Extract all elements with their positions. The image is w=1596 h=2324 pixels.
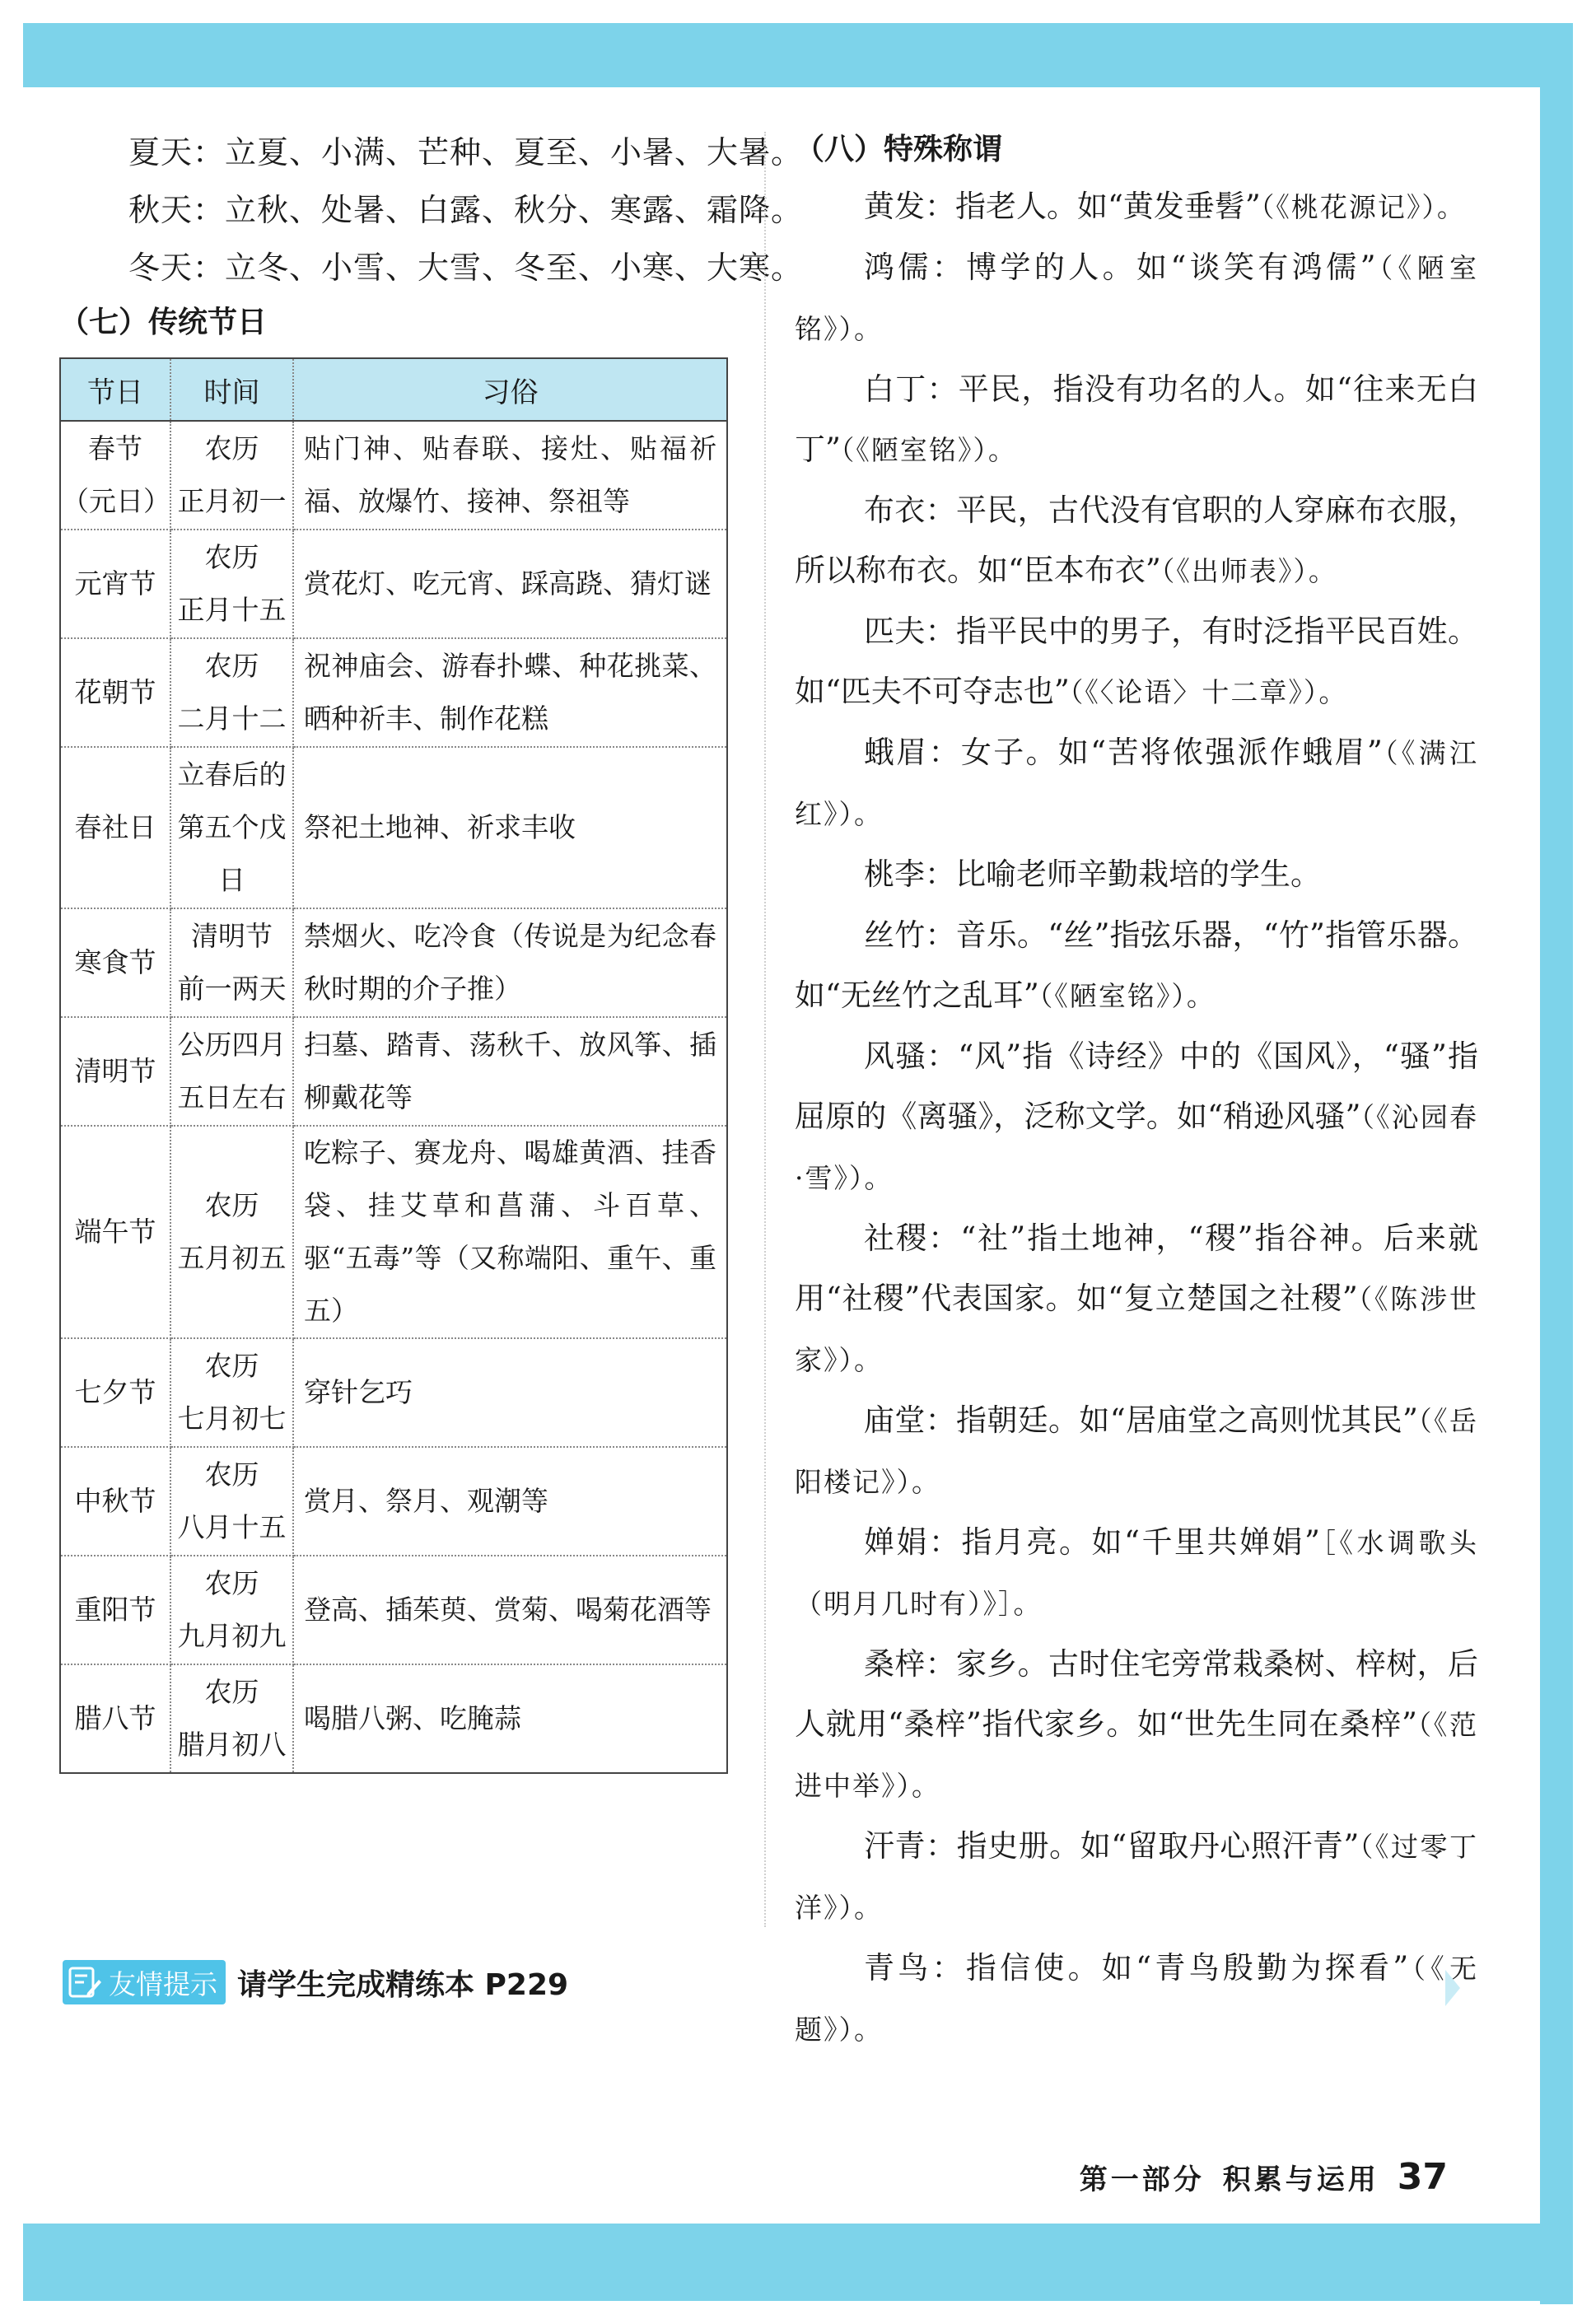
table-row (60, 1447, 727, 1556)
title-entry (795, 359, 1478, 480)
title-entry-text: 匹夫：指平民中的男子，有时泛指平民百姓。如“匹夫不可夺志也” (795, 614, 1478, 709)
column-header-customs: 习俗 (293, 358, 727, 421)
table-row (60, 747, 727, 908)
title-entry-text: 鸿儒：博学的人。如“谈笑有鸿儒” (864, 250, 1376, 285)
right-column (795, 124, 1478, 2060)
festival-time-cell: 农历 腊月初八 (170, 1664, 293, 1773)
festival-customs-cell: 吃粽子、赛龙舟、喝雄黄酒、挂香袋、挂艾草和菖蒲、斗百草、驱“五毒”等（又称端阳、重午、重五） (293, 1126, 727, 1338)
title-entry-source: （《岳阳楼记》）。 (795, 1405, 1478, 1498)
festival-customs-cell: 扫墓、踏青、荡秋千、放风筝、插柳戴花等 (293, 1017, 727, 1126)
table-row (60, 1338, 727, 1447)
title-entry-source: ［《水调歌头（明月几时有）》］。 (795, 1527, 1478, 1620)
table-row (60, 530, 727, 638)
right-color-band (1540, 23, 1573, 2304)
friendly-tip (63, 1960, 568, 2004)
footer-part-label: 第一部分 (1079, 2163, 1205, 2196)
title-entry (795, 1816, 1478, 1938)
column-header-festival: 节日 (60, 358, 170, 421)
festival-name-cell: 重阳节 (60, 1556, 170, 1664)
festival-time-cell: 农历 正月初一 (170, 421, 293, 530)
festival-name-cell: 花朝节 (60, 638, 170, 747)
festival-time-cell: 农历 五月初五 (170, 1126, 293, 1338)
festival-customs-cell: 祝神庙会、游春扑蝶、种花挑菜、晒种祈丰、制作花糕 (293, 638, 727, 747)
festival-name-cell: 清明节 (60, 1017, 170, 1126)
column-header-time: 时间 (170, 358, 293, 421)
pencil-notebook-icon (68, 1965, 102, 2000)
table-row (60, 421, 727, 530)
festival-time-cell: 农历 九月初九 (170, 1556, 293, 1664)
title-entry-source: （《桃花源记》）。 (1260, 191, 1466, 223)
title-entry-source: （《〈论语〉十二章》）。 (1069, 676, 1348, 708)
title-entry-source: （《陋室铭》）。 (795, 252, 1478, 345)
title-entry (795, 601, 1478, 722)
title-entry (795, 722, 1478, 844)
title-entry (795, 1634, 1478, 1816)
title-entry (795, 905, 1478, 1026)
festival-time-cell: 公历四月 五日左右 (170, 1017, 293, 1126)
column-divider (764, 132, 766, 1927)
title-entry-source: （《陋室铭》）。 (1038, 980, 1216, 1012)
festival-time-cell: 立春后的 第五个戊日 (170, 747, 293, 908)
title-entry-text: 青鸟：指信使。如“青鸟殷勤为探看” (864, 1950, 1409, 1986)
tip-text: 请学生完成精练本 P229 (237, 1967, 569, 2002)
title-entry (795, 480, 1478, 601)
page-footer (1080, 2156, 1448, 2198)
festival-customs-cell: 登高、插茱萸、赏菊、喝菊花酒等 (293, 1556, 727, 1664)
bottom-color-band (23, 2224, 1573, 2301)
title-entry-text: 婵娟：指月亮。如“千里共婵娟” (864, 1524, 1320, 1560)
festival-customs-cell: 禁烟火、吃冷食（传说是为纪念春秋时期的介子推） (293, 908, 727, 1017)
title-entry-source: （《陈涉世家》）。 (795, 1283, 1479, 1376)
title-entry (795, 1938, 1478, 2060)
title-entry-text: 白丁：平民，指没有功名的人。如“往来无白丁” (795, 371, 1478, 467)
page-number: 37 (1397, 2156, 1448, 2198)
season-line-summer: 夏天：立夏、小满、芒种、夏至、小暑、大暑。 (128, 134, 804, 170)
table-row (60, 1017, 727, 1126)
festival-name-cell: 七夕节 (60, 1338, 170, 1447)
table-row (60, 638, 727, 747)
title-entry-text: 蛾眉：女子。如“苦将侬强派作蛾眉” (864, 735, 1383, 770)
footer-section-title: 积累与运用 (1222, 2163, 1379, 2196)
table-row (60, 908, 727, 1017)
top-color-band (23, 23, 1573, 89)
title-entry (795, 1512, 1478, 1634)
title-entry-text: 黄发：指老人。如“黄发垂髫” (864, 189, 1261, 224)
title-entry-text: 桃李：比喻老师辛勤栽培的学生。 (864, 856, 1321, 892)
festival-name-cell: 中秋节 (60, 1447, 170, 1556)
title-entry-source: （《陋室铭》）。 (840, 434, 1017, 466)
tip-badge-label: 友情提示 (109, 1967, 217, 2000)
festival-time-cell: 农历 二月十二 (170, 638, 293, 747)
arrow-mark-icon (1445, 1970, 1460, 2006)
festival-name-cell: 寒食节 (60, 908, 170, 1017)
festival-time-cell: 清明节 前一两天 (170, 908, 293, 1017)
title-entry-source: （《无题》）。 (795, 1953, 1479, 2046)
festival-customs-cell: 赏花灯、吃元宵、踩高跷、猜灯谜 (293, 530, 727, 638)
title-entry-source: （《满江红》）。 (795, 737, 1478, 830)
title-entry (795, 1390, 1478, 1512)
title-entry-source: （《出师表》）。 (1160, 555, 1337, 587)
title-entry (795, 1026, 1478, 1208)
title-entry-text: 汗青：指史册。如“留取丹心照汗青” (864, 1828, 1360, 1864)
title-entry-text: 布衣：平民，古代没有官职的人穿麻布衣服，所以称布衣。如“臣本布衣” (795, 492, 1478, 588)
festival-customs-cell: 穿针乞巧 (293, 1338, 727, 1447)
festival-time-cell: 农历 正月十五 (170, 530, 293, 638)
festival-table (59, 357, 728, 1774)
festival-name-cell: 端午节 (60, 1126, 170, 1338)
table-row (60, 1556, 727, 1664)
title-entry-text: 桑梓：家乡。古时住宅旁常栽桑树、梓树，后人就用“桑梓”指代家乡。如“世先生同在桑梓” (795, 1646, 1478, 1742)
festival-time-cell: 农历 八月十五 (170, 1447, 293, 1556)
festival-customs-cell: 喝腊八粥、吃腌蒜 (304, 1702, 521, 1734)
title-entry (795, 237, 1478, 359)
season-line-winter: 冬天：立冬、小雪、大雪、冬至、小寒、大寒。 (128, 250, 804, 286)
festival-customs-cell: 祭祀土地神、祈求丰收 (293, 747, 727, 908)
table-header-row (60, 358, 727, 421)
section-heading-festivals: （七）传统节日 (59, 306, 268, 339)
festival-name-cell: 春社日 (60, 747, 170, 908)
title-entry (795, 844, 1478, 905)
title-entry-text: 丝竹：音乐。“丝”指弦乐器，“竹”指管乐器。如“无丝竹之乱耳” (795, 917, 1478, 1013)
tip-badge (63, 1960, 226, 2004)
festival-name-cell: 元宵节 (60, 530, 170, 638)
title-entry-source: （《沁园春·雪》）。 (795, 1101, 1478, 1194)
table-row (60, 1126, 727, 1338)
festival-time-cell: 农历 七月初七 (170, 1338, 293, 1447)
title-entry-source: （《范进中举》）。 (795, 1709, 1478, 1802)
title-entry-source: （《过零丁洋》）。 (795, 1831, 1478, 1924)
titles-list (795, 176, 1478, 2060)
festival-table-body (60, 421, 727, 1773)
festival-name-cell: 腊八节 (60, 1664, 170, 1773)
festival-customs-cell: 贴门神、贴春联、接灶、贴福祈福、放爆竹、接神、祭祖等 (293, 421, 727, 530)
title-entry-text: 社稷：“社”指土地神，“稷”指谷神。后来就用“社稷”代表国家。如“复立楚国之社稷” (795, 1220, 1478, 1316)
table-row (60, 1664, 727, 1773)
section-heading-titles: （八）特殊称谓 (795, 133, 1003, 166)
title-entry-text: 风骚：“风”指《诗经》中的《国风》，“骚”指屈原的《离骚》，泛称文学。如“稍逊风骚” (795, 1038, 1478, 1134)
title-entry-text: 庙堂：指朝廷。如“居庙堂之高则忧其民” (864, 1402, 1418, 1438)
left-column (59, 124, 804, 1774)
title-entry (795, 176, 1478, 237)
festival-name-cell: 春节 （元日） (60, 421, 170, 530)
title-entry (795, 1208, 1478, 1390)
festival-customs-cell: 赏月、祭月、观潮等 (293, 1447, 727, 1556)
season-line-autumn: 秋天：立秋、处暑、白露、秋分、寒露、霜降。 (128, 192, 804, 228)
